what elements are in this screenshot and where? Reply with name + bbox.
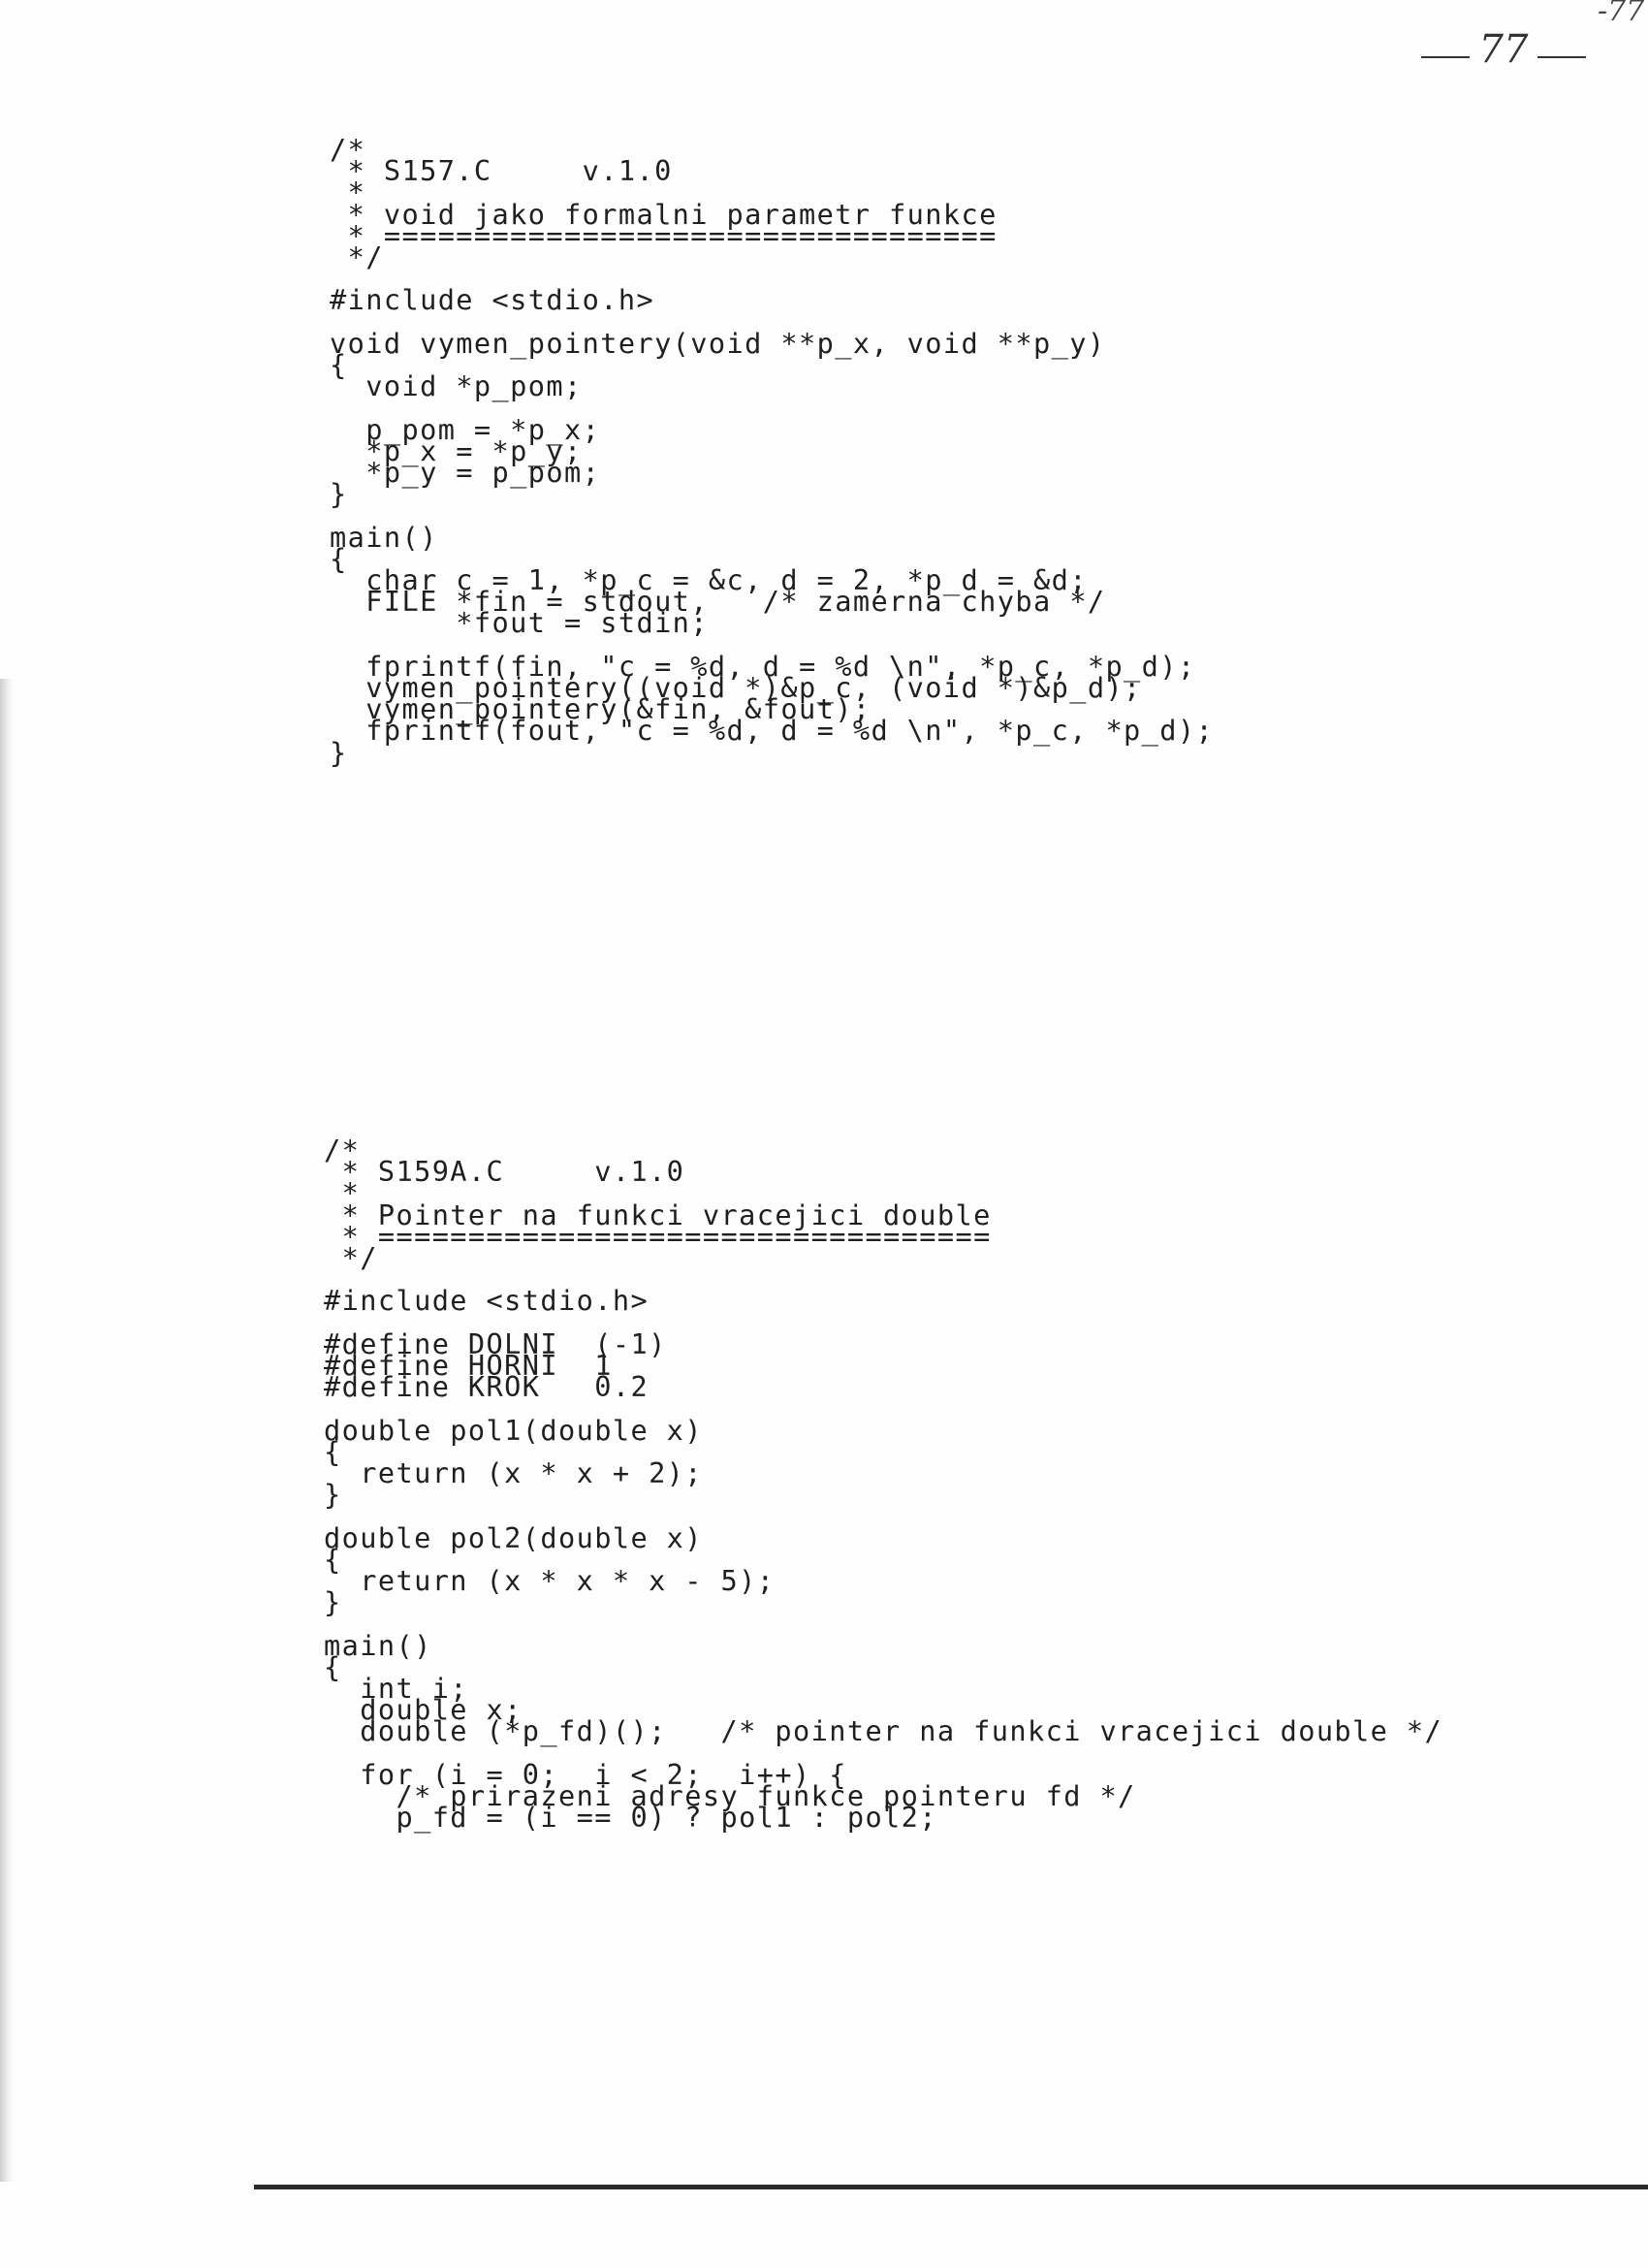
- bottom-rule: [254, 2185, 1648, 2189]
- page-number: 77: [1421, 27, 1586, 72]
- scan-edge-shadow: [0, 679, 14, 2182]
- corner-page-mark: -77: [1598, 0, 1645, 28]
- code-listing-s159a: /* * S159A.C v.1.0 * * Pointer na funkci vracejici double * ================================== */ #include <stdio.h> #define DOLNI (-1) #define HORNI 1 #define KROK 0.2 double pol1(double x) { return (x * x + 2); } double pol2(double x) { return (x * x * x - 5); } main() { int i; double x; double (*p_fd)(); /* pointer na funkci vracejici double */ for (i = 0; i < 2; i++) { /* prirazeni adresy funkce pointeru fd */ p_fd = (i == 0) ? pol1 : pol2;: [324, 1134, 1443, 1835]
- code-listing-s157: /* * S157.C v.1.0 * * void jako formalni parametr funkce * ================================== */ #include <stdio.h> void vymen_pointery(void **p_x, void **p_y) { void *p_pom; p_pom = *p_x; *p_x = *p_y; *p_y = p_pom; } main() { char c = 1, *p_c = &c, d = 2, *p_d = &d; FILE *fin = stdout, /* zamerna chyba */ *fout = stdin; fprintf(fin, "c = %d, d = %d \n", *p_c, *p_d); vymen_pointery((void *)&p_c, (void *)&p_d); vymen_pointery(&fin, &fout); fprintf(fout, "c = %d, d = %d \n", *p_c, *p_d); }: [330, 133, 1215, 769]
